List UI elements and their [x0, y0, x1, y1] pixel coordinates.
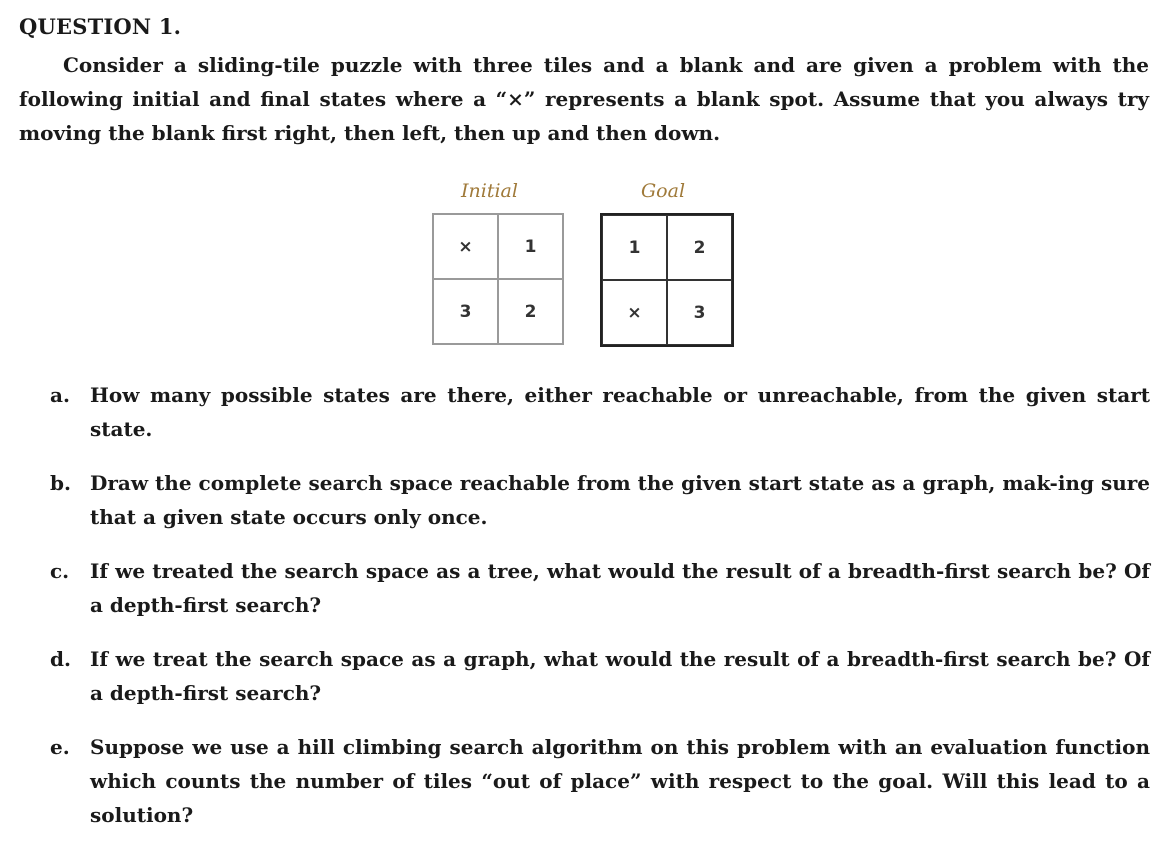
- sub-question-text: If we treat the search space as a graph, what would the result of a breadth-first search be? Of a depth-first search?: [90, 647, 1150, 705]
- sub-question-d: [50, 642, 1150, 710]
- question-heading: QUESTION 1.: [19, 14, 182, 39]
- sub-question-b: [50, 466, 1150, 534]
- goal-cell: 3: [667, 280, 732, 345]
- sub-question-c: [50, 554, 1150, 622]
- sub-question-letter: a.: [50, 383, 70, 407]
- goal-state-grid: [600, 213, 734, 347]
- sub-question-letter: d.: [50, 647, 71, 671]
- goal-cell: 1: [602, 215, 667, 280]
- initial-cell: ×: [433, 214, 498, 279]
- question-intro: Consider a sliding-tile puzzle with three tiles and a blank and are given a problem with the following initial and final states where a “×” represents a blank spot. Assume that you always try moving the blank first right, then left, then up and then down.: [19, 53, 1149, 145]
- initial-state-grid: [432, 213, 564, 345]
- goal-cell: 2: [667, 215, 732, 280]
- sub-question-e: [50, 730, 1150, 832]
- sub-question-text: How many possible states are there, either reachable or unreachable, from the given start state.: [90, 383, 1150, 441]
- sub-question-text: Draw the complete search space reachable from the given start state as a graph, mak-ing sure that a given state occurs only once.: [90, 471, 1150, 529]
- initial-cell: 3: [433, 279, 498, 344]
- initial-cell: 1: [498, 214, 563, 279]
- sub-question-letter: c.: [50, 559, 70, 583]
- sub-question-text: If we treated the search space as a tree, what would the result of a breadth-first search be? Of a depth-first search?: [90, 559, 1150, 617]
- sub-question-list: [50, 378, 1150, 832]
- initial-cell: 2: [498, 279, 563, 344]
- initial-label: Initial: [461, 180, 518, 202]
- goal-label: Goal: [641, 180, 686, 202]
- sub-question-a: [50, 378, 1150, 446]
- goal-cell: ×: [602, 280, 667, 345]
- sub-question-letter: e.: [50, 735, 70, 759]
- sub-question-letter: b.: [50, 471, 71, 495]
- sub-question-text: Suppose we use a hill climbing search algorithm on this problem with an evaluation function which counts the number of tiles “out of place” with respect to the goal. Will this lead to a solution?: [90, 735, 1150, 827]
